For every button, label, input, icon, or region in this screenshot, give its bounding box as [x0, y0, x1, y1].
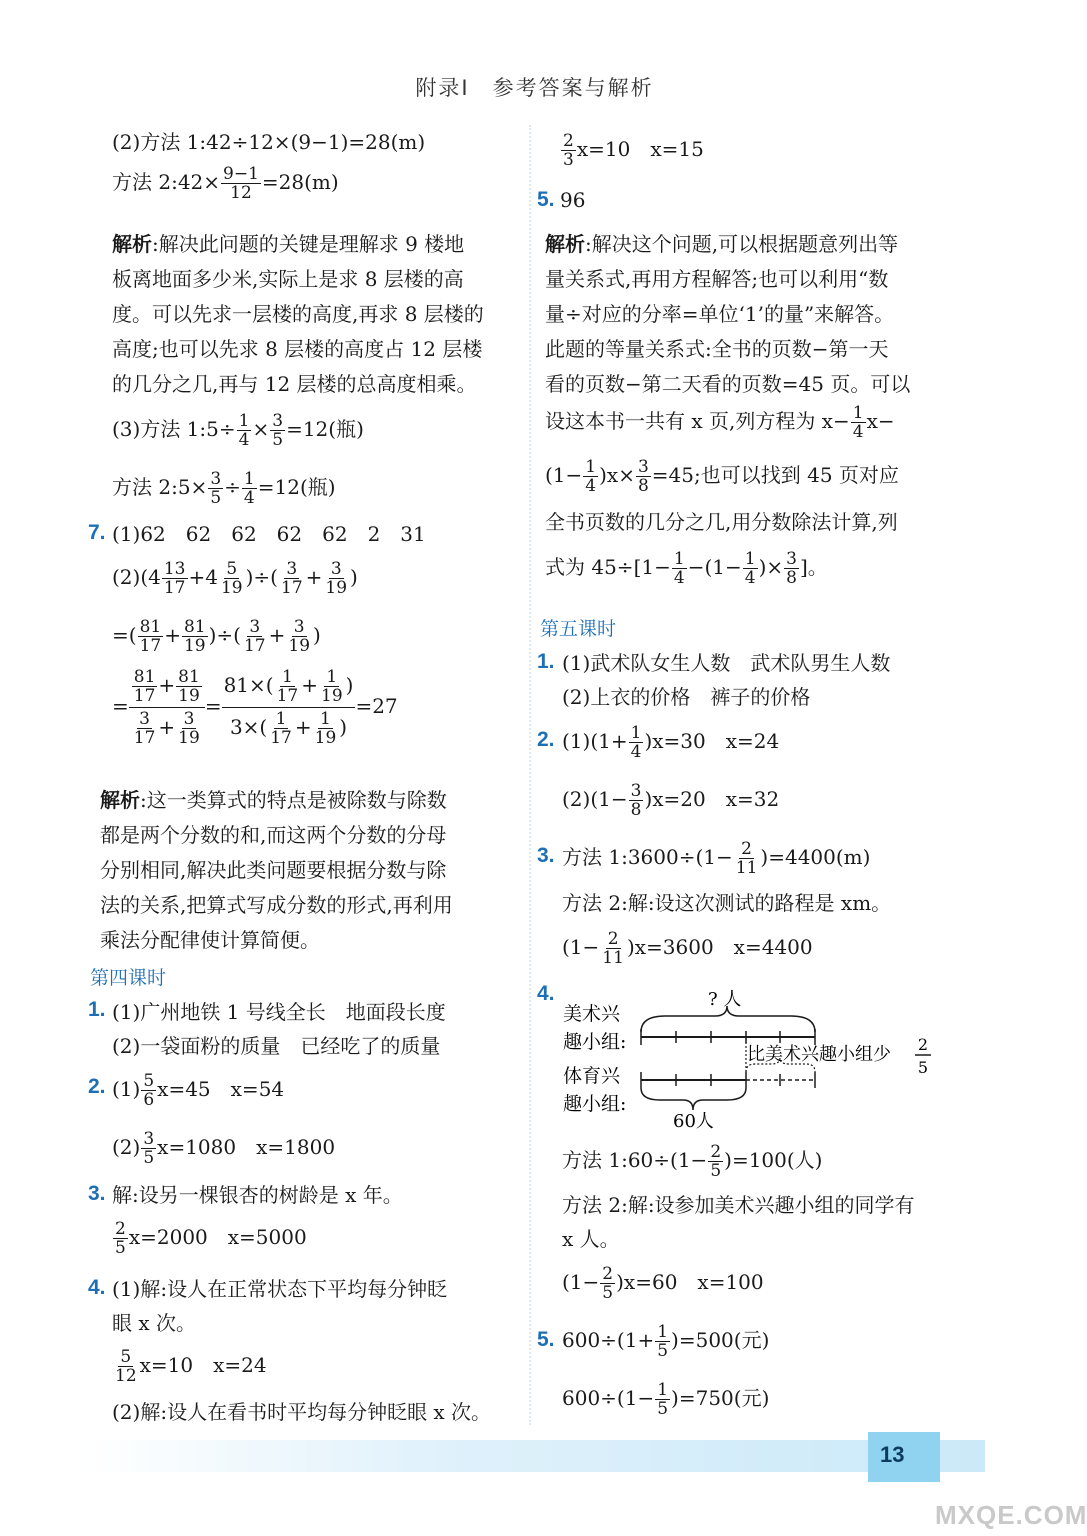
- q4-number: 4.: [88, 1276, 106, 1299]
- q5-number: 5.: [537, 188, 555, 211]
- section-lesson4: 第四课时: [90, 967, 167, 989]
- r2-number: 2.: [537, 728, 555, 751]
- r3-number: 3.: [537, 844, 555, 867]
- r2-1: (1)(1+ $\frac{1}{4}$ )x=30 x=24: [562, 723, 780, 762]
- r2-2: (2)(1− $\frac{3}{8}$ )x=20 x=32: [562, 781, 780, 820]
- q6-3-method1: (3)方法 1:5÷ $\frac{1}{4}$ × $\frac{3}{5}$ =12(瓶): [112, 411, 364, 450]
- bottom-brace: [641, 1088, 746, 1110]
- r4-method2-line2: x 人。: [562, 1227, 620, 1251]
- q4-equation: $\frac{5}{12}$ x=10 x=24: [115, 1347, 267, 1386]
- section-lesson5: 第五课时: [540, 618, 617, 640]
- page-header: 附录Ⅰ 参考答案与解析: [415, 76, 654, 100]
- r5-2: 600÷(1− $\frac{1}{5}$ )=750(元): [562, 1380, 770, 1419]
- q4-line1: (1)解:设人在正常状态下平均每分钟眨: [112, 1277, 448, 1301]
- r4-method2-line1: 方法 2:解:设参加美术兴趣小组的同学有: [562, 1193, 915, 1217]
- r3-method1: 方法 1:3600÷(1− $\frac{2}{11}$ )=4400(m): [562, 839, 871, 878]
- r3-method2: 方法 2:解:设这次测试的路程是 xm。: [562, 891, 892, 915]
- q7-number: 7.: [88, 521, 106, 544]
- watermark: MXQE.COM: [935, 1500, 1087, 1530]
- r4-method1: 方法 1:60÷(1− $\frac{2}{5}$ )=100(人): [562, 1142, 823, 1181]
- top-brace: [641, 1006, 815, 1032]
- r5-number: 5.: [537, 1328, 555, 1351]
- q6-2-method2: 方法 2:42× $\frac{9-1}{12}$ =28(m): [112, 164, 339, 203]
- less-frac-den: 5: [917, 1058, 929, 1077]
- column-divider: [529, 125, 531, 1425]
- q1-line2: (2)一袋面粉的质量 已经吃了的质量: [112, 1034, 441, 1058]
- segment-diagram: [555, 980, 955, 1130]
- q7-4-complex-fraction: = $\frac{81}{17}$ + $\frac{81}{19}$ $\frac{3}{17}$ + $\frac{3}{19}$ = 81×( $\frac{1}{17}$ + $\frac{1}{19}$ ) 3×( $\frac{1}{17}$ + $\frac{1}{19}$ ) =27: [112, 667, 398, 748]
- q4-2: (2)解:设人在看书时平均每分钟眨眼 x 次。: [112, 1400, 492, 1424]
- r1-line1: (1)武术队女生人数 武术队男生人数: [562, 651, 891, 675]
- q7-3: =( $\frac{81}{17}$ + $\frac{81}{19}$ )÷( $\frac{3}{17}$ + $\frac{3}{19}$ ): [112, 617, 321, 656]
- label-pe-1: 体育兴: [563, 1065, 621, 1087]
- page-number: 13: [880, 1442, 905, 1467]
- q3-line: 解:设另一棵银杏的树龄是 x 年。: [112, 1183, 403, 1207]
- q2-1: (1) $\frac{5}{6}$ x=45 x=54: [112, 1071, 285, 1110]
- label-pe-total: 60人: [673, 1111, 714, 1132]
- q3-number: 3.: [88, 1182, 106, 1205]
- r5-1: 600÷(1+ $\frac{1}{5}$ )=500(元): [562, 1322, 770, 1361]
- footer-bar: [85, 1440, 985, 1472]
- q1-line1: (1)广州地铁 1 号线全长 地面段长度: [112, 1000, 446, 1024]
- r1-number: 1.: [537, 650, 555, 673]
- q4-line2: 眼 x 次。: [112, 1311, 196, 1335]
- label-total-art: ? 人: [708, 989, 742, 1010]
- q5-answer: 96: [560, 188, 586, 212]
- less-frac-num: 2: [917, 1035, 929, 1054]
- q7-2: (2)(4 $\frac{13}{17}$ +4 $\frac{5}{19}$ )÷( $\frac{3}{17}$ + $\frac{3}{19}$ ): [112, 559, 358, 598]
- q3-equation: $\frac{2}{5}$ x=2000 x=5000: [115, 1219, 307, 1258]
- q2-2: (2) $\frac{3}{5}$ x=1080 x=1800: [112, 1129, 336, 1168]
- q1-number: 1.: [88, 998, 106, 1021]
- r4-equation: (1− $\frac{2}{5}$ )x=60 x=100: [562, 1264, 764, 1303]
- label-pe-2: 趣小组:: [563, 1093, 627, 1115]
- q7-1: (1)62 62 62 62 62 2 31: [112, 522, 426, 546]
- q6-2-method1: (2)方法 1:42÷12×(9−1)=28(m): [112, 130, 426, 154]
- label-less: 比美术兴趣小组少: [747, 1044, 891, 1065]
- q6-3-method2: 方法 2:5× $\frac{3}{5}$ ÷ $\frac{1}{4}$ =12(瓶): [112, 469, 336, 508]
- r1-line2: (2)上衣的价格 裤子的价格: [562, 685, 811, 709]
- label-art-2: 趣小组:: [563, 1031, 627, 1053]
- label-art-1: 美术兴: [563, 1003, 621, 1025]
- r4-number: 4.: [537, 982, 555, 1005]
- r3-equation: (1− $\frac{2}{11}$ )x=3600 x=4400: [562, 929, 813, 968]
- right-top-equation: $\frac{2}{3}$ x=10 x=15: [563, 131, 704, 170]
- q2-number: 2.: [88, 1075, 106, 1098]
